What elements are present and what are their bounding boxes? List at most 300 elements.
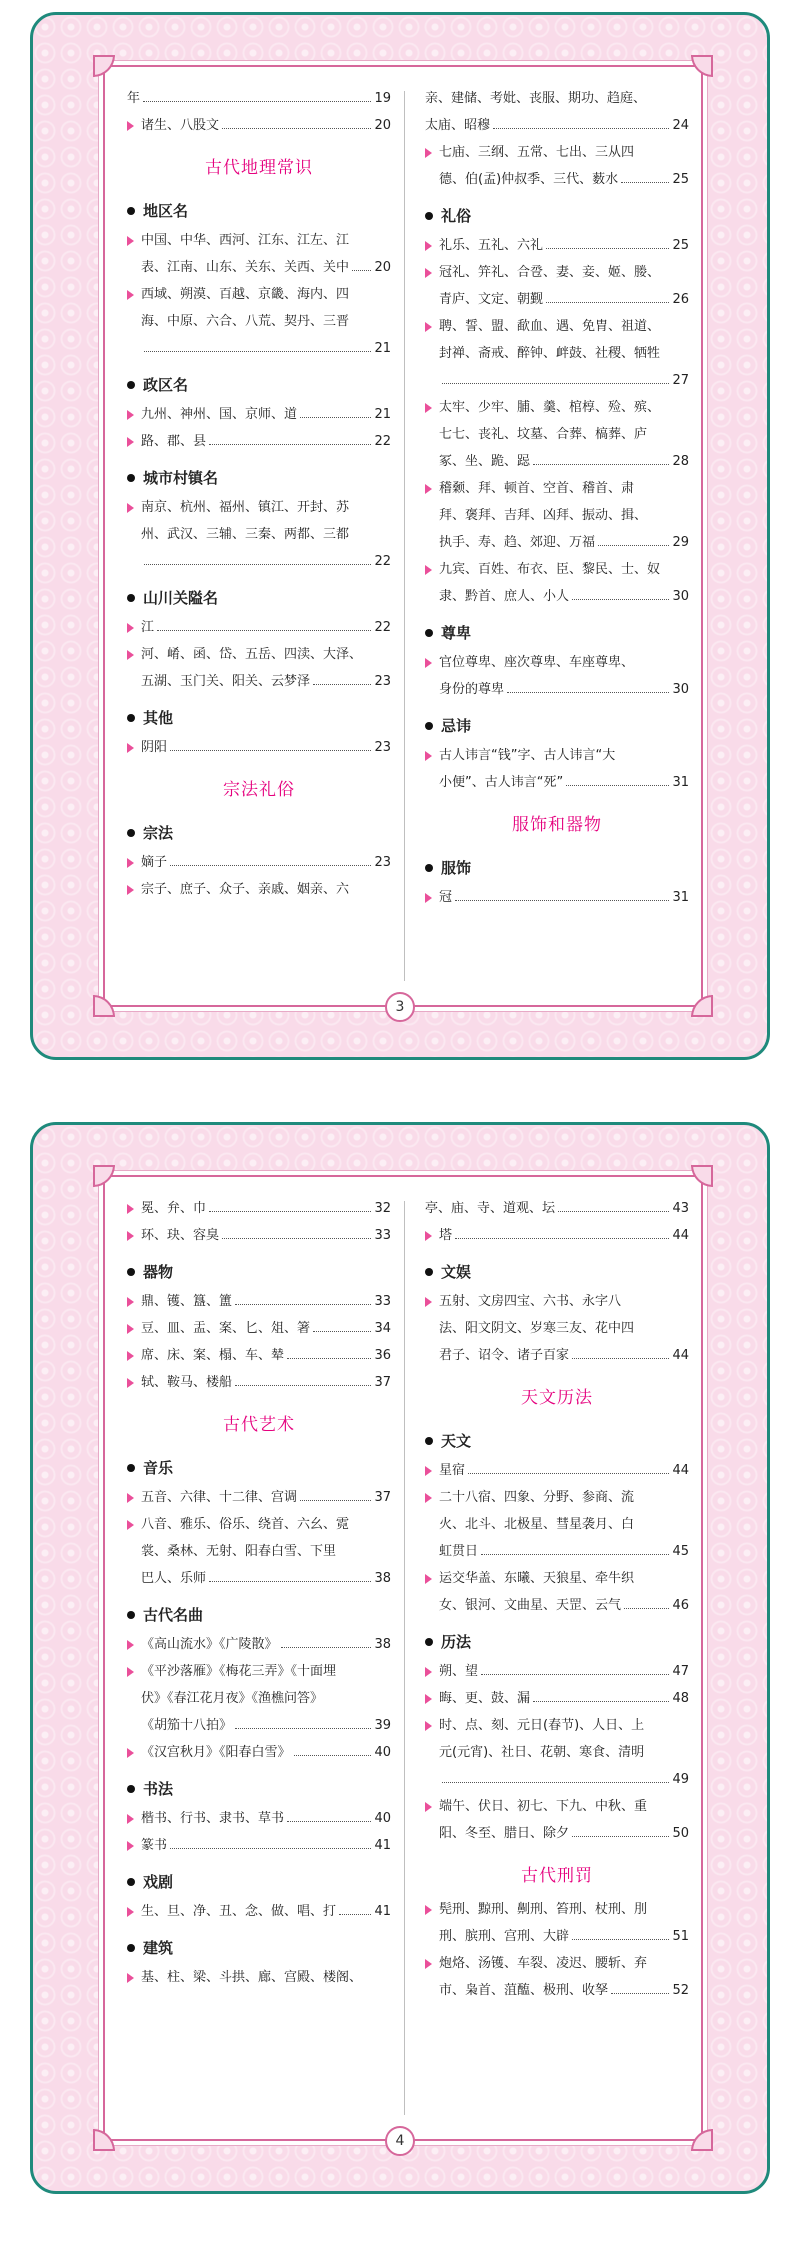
triangle-bullet-icon bbox=[127, 1297, 134, 1307]
section-heading: 古代地理常识 bbox=[205, 158, 313, 178]
entry-text: 稽颡、拜、顿首、空首、稽首、肃 bbox=[439, 481, 635, 496]
entry-text: 太庙、昭穆 bbox=[425, 118, 491, 133]
page-ref: 39 bbox=[374, 1718, 391, 1733]
entry-text: 五湖、玉门关、阳关、云梦泽 bbox=[141, 674, 311, 689]
bullet-dot-icon bbox=[425, 1437, 433, 1445]
page-ref: 45 bbox=[672, 1544, 689, 1559]
page-ref: 40 bbox=[374, 1745, 391, 1760]
dot-leader bbox=[558, 1197, 669, 1212]
bullet-dot-icon bbox=[127, 1785, 135, 1793]
entry-text: 巴人、乐师 bbox=[141, 1571, 207, 1586]
toc-entry[interactable] bbox=[425, 394, 689, 475]
page-ref: 23 bbox=[374, 855, 391, 870]
bullet-dot-icon bbox=[127, 1464, 135, 1472]
entry-text: 小便”、古人讳言“死” bbox=[439, 775, 564, 790]
entry-text: 炮烙、汤镬、车裂、凌迟、腰斩、弃 bbox=[439, 1956, 648, 1971]
toc-entry[interactable] bbox=[127, 494, 391, 575]
dot-leader bbox=[235, 1290, 371, 1305]
entry-text: 州、武汉、三辅、三秦、两都、三都 bbox=[141, 527, 350, 542]
entry-text: 古人讳言“钱”字、古人讳言“大 bbox=[439, 748, 616, 763]
entry-text: 《平沙落雁》《梅花三弄》《十面埋 bbox=[141, 1664, 337, 1679]
toc-entry[interactable] bbox=[127, 1484, 391, 1511]
page-ref: 23 bbox=[374, 740, 391, 755]
triangle-bullet-icon bbox=[425, 1493, 432, 1503]
page-ref: 38 bbox=[374, 1637, 391, 1652]
toc-entry[interactable] bbox=[127, 85, 391, 112]
entry-text: 亲、建储、考妣、丧服、期功、趋庭、 bbox=[425, 91, 647, 106]
category-heading bbox=[127, 822, 391, 843]
dot-leader bbox=[533, 1687, 669, 1702]
toc-entry[interactable] bbox=[127, 641, 391, 695]
toc-entry[interactable] bbox=[425, 1288, 689, 1369]
dot-leader bbox=[339, 1900, 371, 1915]
entry-text: 晦、更、鼓、漏 bbox=[439, 1691, 531, 1706]
dot-leader bbox=[313, 670, 371, 685]
dot-leader bbox=[546, 288, 669, 303]
bullet-dot-icon bbox=[127, 1878, 135, 1886]
section-heading: 天文历法 bbox=[521, 1388, 593, 1408]
toc-entry[interactable] bbox=[127, 1288, 391, 1315]
triangle-bullet-icon bbox=[127, 437, 134, 447]
category-heading bbox=[425, 622, 689, 643]
triangle-bullet-icon bbox=[425, 322, 432, 332]
entry-text: 亭、庙、寺、道观、坛 bbox=[425, 1201, 556, 1216]
page-ref: 33 bbox=[374, 1294, 391, 1309]
bullet-dot-icon bbox=[127, 381, 135, 389]
triangle-bullet-icon bbox=[425, 893, 432, 903]
toc-entry[interactable] bbox=[127, 1342, 391, 1369]
entry-text: 运交华盖、东曦、天狼星、牵牛织 bbox=[439, 1571, 635, 1586]
triangle-bullet-icon bbox=[425, 1297, 432, 1307]
triangle-bullet-icon bbox=[127, 1667, 134, 1677]
category-label: 戏剧 bbox=[143, 1873, 174, 1891]
toc-entry[interactable] bbox=[425, 1457, 689, 1484]
dot-leader bbox=[222, 114, 371, 129]
toc-entry[interactable] bbox=[127, 1739, 391, 1766]
toc-entry[interactable] bbox=[425, 884, 689, 911]
toc-entry[interactable] bbox=[425, 1565, 689, 1619]
entry-text: 火、北斗、北极星、彗星袭月、白 bbox=[439, 1517, 635, 1532]
page-ref: 32 bbox=[374, 1201, 391, 1216]
category-heading bbox=[127, 200, 391, 221]
dot-leader bbox=[144, 550, 371, 565]
category-label: 政区名 bbox=[143, 376, 189, 394]
entry-text: 表、江南、山东、关东、关西、关中 bbox=[141, 260, 350, 275]
page-number: 4 bbox=[385, 2126, 415, 2156]
column-divider bbox=[404, 91, 405, 981]
page-ref: 25 bbox=[672, 238, 689, 253]
section-heading: 古代艺术 bbox=[223, 1415, 295, 1435]
entry-text: 元(元宵)、社日、花朝、寒食、清明 bbox=[439, 1745, 645, 1760]
dot-leader bbox=[209, 430, 371, 445]
dot-leader bbox=[442, 369, 669, 384]
dot-leader bbox=[533, 450, 669, 465]
category-label: 宗法 bbox=[143, 824, 174, 842]
page-3 bbox=[30, 12, 770, 1060]
triangle-bullet-icon bbox=[127, 1351, 134, 1361]
triangle-bullet-icon bbox=[425, 751, 432, 761]
toc-entry[interactable] bbox=[127, 1964, 391, 1991]
page-ref: 22 bbox=[374, 554, 391, 569]
category-label: 忌讳 bbox=[441, 717, 472, 735]
category-heading bbox=[127, 467, 391, 488]
page-ref: 21 bbox=[374, 407, 391, 422]
triangle-bullet-icon bbox=[127, 858, 134, 868]
category-heading bbox=[127, 587, 391, 608]
toc-entry[interactable] bbox=[127, 1315, 391, 1342]
toc-entry[interactable] bbox=[425, 1712, 689, 1793]
toc-entry[interactable] bbox=[127, 1369, 391, 1396]
bullet-dot-icon bbox=[127, 474, 135, 482]
category-heading bbox=[425, 1430, 689, 1451]
toc-entry[interactable] bbox=[127, 1898, 391, 1925]
toc-entry[interactable] bbox=[425, 1195, 689, 1222]
page-ref: 25 bbox=[672, 172, 689, 187]
entry-text: 年 bbox=[127, 91, 141, 106]
category-heading bbox=[425, 205, 689, 226]
category-heading bbox=[127, 707, 391, 728]
entry-text: 嫡子 bbox=[141, 855, 168, 870]
toc-entry[interactable] bbox=[127, 876, 391, 903]
page-ref: 30 bbox=[672, 589, 689, 604]
dot-leader bbox=[468, 1459, 669, 1474]
category-heading bbox=[127, 1778, 391, 1799]
triangle-bullet-icon bbox=[127, 1973, 134, 1983]
entry-text: 生、旦、净、丑、念、做、唱、打 bbox=[141, 1904, 337, 1919]
entry-text: 江 bbox=[141, 620, 155, 635]
toc-entry[interactable] bbox=[127, 227, 391, 281]
bullet-dot-icon bbox=[425, 212, 433, 220]
category-heading bbox=[127, 1871, 391, 1892]
entry-text: 隶、黔首、庶人、小人 bbox=[439, 589, 570, 604]
triangle-bullet-icon bbox=[127, 1520, 134, 1530]
triangle-bullet-icon bbox=[127, 1231, 134, 1241]
bullet-dot-icon bbox=[127, 1268, 135, 1276]
category-label: 古代名曲 bbox=[143, 1606, 204, 1624]
page-ref: 27 bbox=[672, 373, 689, 388]
category-heading bbox=[127, 1261, 391, 1282]
dot-leader bbox=[300, 403, 371, 418]
toc-entry[interactable] bbox=[127, 112, 391, 139]
dot-leader bbox=[611, 1979, 669, 1994]
category-label: 历法 bbox=[441, 1633, 472, 1651]
section-heading: 服饰和器物 bbox=[512, 815, 602, 835]
page-ref: 47 bbox=[672, 1664, 689, 1679]
triangle-bullet-icon bbox=[127, 1378, 134, 1388]
triangle-bullet-icon bbox=[127, 1493, 134, 1503]
toc-entry[interactable] bbox=[127, 1832, 391, 1859]
entry-text: 虹贯日 bbox=[439, 1544, 479, 1559]
entry-text: 法、阳文阴文、岁寒三友、花中四 bbox=[439, 1321, 635, 1336]
toc-entry[interactable] bbox=[127, 281, 391, 362]
entry-text: 鼎、镬、簋、簠 bbox=[141, 1294, 233, 1309]
toc-entry[interactable] bbox=[127, 734, 391, 761]
dot-leader bbox=[287, 1807, 371, 1822]
toc-entry[interactable] bbox=[425, 475, 689, 556]
toc-panel bbox=[103, 65, 703, 1007]
entry-text: 五射、文房四宝、六书、永字八 bbox=[439, 1294, 622, 1309]
entry-text: 髡刑、黥刑、劓刑、笞刑、杖刑、刖 bbox=[439, 1902, 648, 1917]
triangle-bullet-icon bbox=[425, 241, 432, 251]
entry-text: 路、郡、县 bbox=[141, 434, 207, 449]
category-label: 建筑 bbox=[143, 1939, 174, 1957]
page-ref: 20 bbox=[374, 260, 391, 275]
triangle-bullet-icon bbox=[425, 658, 432, 668]
toc-entry[interactable] bbox=[127, 1658, 391, 1739]
dot-leader bbox=[222, 1224, 371, 1239]
category-label: 书法 bbox=[143, 1780, 174, 1798]
toc-entry[interactable] bbox=[425, 1222, 689, 1249]
bullet-dot-icon bbox=[425, 722, 433, 730]
category-label: 城市村镇名 bbox=[143, 469, 219, 487]
entry-text: 官位尊卑、座次尊卑、车座尊卑、 bbox=[439, 655, 635, 670]
entry-text: 女、银河、文曲星、天罡、云气 bbox=[439, 1598, 622, 1613]
toc-entry[interactable] bbox=[127, 614, 391, 641]
entry-text: 执手、寿、趋、郊迎、万福 bbox=[439, 535, 596, 550]
entry-text: 拜、褒拜、吉拜、凶拜、振动、揖、 bbox=[439, 508, 648, 523]
triangle-bullet-icon bbox=[425, 1231, 432, 1241]
entry-text: 阴阳 bbox=[141, 740, 168, 755]
dot-leader bbox=[572, 585, 669, 600]
page-ref: 33 bbox=[374, 1228, 391, 1243]
page-ref: 40 bbox=[374, 1811, 391, 1826]
category-label: 器物 bbox=[143, 1263, 174, 1281]
toc-entry[interactable] bbox=[425, 649, 689, 703]
triangle-bullet-icon bbox=[425, 148, 432, 158]
category-heading bbox=[425, 1261, 689, 1282]
entry-text: 南京、杭州、福州、镇江、开封、苏 bbox=[141, 500, 350, 515]
entry-text: 聘、誓、盟、歃血、遇、免胄、祖道、 bbox=[439, 319, 661, 334]
triangle-bullet-icon bbox=[127, 1748, 134, 1758]
toc-entry[interactable] bbox=[425, 1896, 689, 1950]
category-label: 山川关隘名 bbox=[143, 589, 219, 607]
toc-entry[interactable] bbox=[127, 1222, 391, 1249]
dot-leader bbox=[493, 114, 669, 129]
page-ref: 23 bbox=[374, 674, 391, 689]
page-4 bbox=[30, 1122, 770, 2194]
toc-column-left bbox=[127, 1195, 391, 1991]
entry-text: 西域、朔漠、百越、京畿、海内、四 bbox=[141, 287, 350, 302]
entry-text: 朔、望 bbox=[439, 1664, 479, 1679]
section-heading: 古代刑罚 bbox=[521, 1866, 593, 1886]
dot-leader bbox=[481, 1660, 669, 1675]
page-ref: 46 bbox=[672, 1598, 689, 1613]
bullet-dot-icon bbox=[127, 829, 135, 837]
triangle-bullet-icon bbox=[425, 268, 432, 278]
entry-text: 豆、皿、盂、案、匕、俎、箸 bbox=[141, 1321, 311, 1336]
entry-text: 礼乐、五礼、六礼 bbox=[439, 238, 544, 253]
entry-text: 太牢、少牢、脯、羹、棺椁、殓、殡、 bbox=[439, 400, 661, 415]
entry-text: 九宾、百姓、布衣、臣、黎民、士、奴 bbox=[439, 562, 661, 577]
dot-leader bbox=[209, 1567, 371, 1582]
dot-leader bbox=[287, 1344, 371, 1359]
toc-entry[interactable] bbox=[127, 849, 391, 876]
dot-leader bbox=[157, 616, 371, 631]
entry-text: 七庙、三纲、五常、七出、三从四 bbox=[439, 145, 635, 160]
entry-text: 八音、雅乐、俗乐、绕首、六幺、霓 bbox=[141, 1517, 350, 1532]
page-ref: 30 bbox=[672, 682, 689, 697]
toc-entry[interactable] bbox=[425, 1658, 689, 1685]
entry-text: 冕、弁、巾 bbox=[141, 1201, 207, 1216]
entry-text: 《胡笳十八拍》 bbox=[141, 1718, 233, 1733]
page-ref: 44 bbox=[672, 1463, 689, 1478]
dot-leader bbox=[209, 1197, 371, 1212]
bullet-dot-icon bbox=[425, 1268, 433, 1276]
triangle-bullet-icon bbox=[127, 743, 134, 753]
entry-text: 席、床、案、榻、车、辇 bbox=[141, 1348, 285, 1363]
triangle-bullet-icon bbox=[425, 1466, 432, 1476]
dot-leader bbox=[170, 736, 371, 751]
category-label: 地区名 bbox=[143, 202, 189, 220]
toc-entry[interactable] bbox=[425, 1793, 689, 1847]
page-ref: 24 bbox=[672, 118, 689, 133]
page-ref: 21 bbox=[374, 341, 391, 356]
triangle-bullet-icon bbox=[127, 290, 134, 300]
dot-leader bbox=[352, 256, 371, 271]
page-ref: 38 bbox=[374, 1571, 391, 1586]
dot-leader bbox=[624, 1594, 669, 1609]
dot-leader bbox=[313, 1317, 371, 1332]
triangle-bullet-icon bbox=[127, 1204, 134, 1214]
toc-entry[interactable] bbox=[425, 85, 689, 139]
triangle-bullet-icon bbox=[425, 565, 432, 575]
dot-leader bbox=[621, 168, 669, 183]
dot-leader bbox=[572, 1344, 669, 1359]
dot-leader bbox=[235, 1371, 371, 1386]
triangle-bullet-icon bbox=[425, 1802, 432, 1812]
entry-text: 君子、诏令、诸子百家 bbox=[439, 1348, 570, 1363]
toc-entry[interactable] bbox=[127, 1195, 391, 1222]
entry-text: 轼、鞍马、楼船 bbox=[141, 1375, 233, 1390]
dot-leader bbox=[170, 851, 371, 866]
bullet-dot-icon bbox=[127, 1944, 135, 1952]
page-ref: 43 bbox=[672, 1201, 689, 1216]
entry-text: 河、崤、函、岱、五岳、四渎、大泽、 bbox=[141, 647, 363, 662]
triangle-bullet-icon bbox=[127, 650, 134, 660]
entry-text: 九州、神州、国、京师、道 bbox=[141, 407, 298, 422]
dot-leader bbox=[566, 771, 669, 786]
entry-text: 端午、伏日、初七、下九、中秋、重 bbox=[439, 1799, 648, 1814]
category-heading bbox=[127, 1604, 391, 1625]
toc-entry[interactable] bbox=[127, 1631, 391, 1658]
page-ref: 20 bbox=[374, 118, 391, 133]
toc-column-left bbox=[127, 85, 391, 903]
page-ref: 31 bbox=[672, 890, 689, 905]
bullet-dot-icon bbox=[425, 864, 433, 872]
dot-leader bbox=[598, 531, 669, 546]
triangle-bullet-icon bbox=[127, 1814, 134, 1824]
toc-entry[interactable] bbox=[425, 1685, 689, 1712]
entry-text: 环、玦、容臭 bbox=[141, 1228, 220, 1243]
category-heading bbox=[425, 1631, 689, 1652]
page-ref: 44 bbox=[672, 1348, 689, 1363]
dot-leader bbox=[455, 1224, 669, 1239]
toc-entry[interactable] bbox=[425, 259, 689, 313]
toc-entry[interactable] bbox=[127, 401, 391, 428]
toc-entry[interactable] bbox=[425, 232, 689, 259]
dot-leader bbox=[507, 678, 669, 693]
entry-text: 市、枭首、菹醢、极刑、收孥 bbox=[439, 1983, 609, 1998]
page-ref: 44 bbox=[672, 1228, 689, 1243]
triangle-bullet-icon bbox=[425, 1694, 432, 1704]
toc-entry[interactable] bbox=[425, 742, 689, 796]
page-ref: 29 bbox=[672, 535, 689, 550]
entry-text: 二十八宿、四象、分野、参商、流 bbox=[439, 1490, 635, 1505]
page-ref: 34 bbox=[374, 1321, 391, 1336]
dot-leader bbox=[235, 1714, 371, 1729]
triangle-bullet-icon bbox=[425, 1667, 432, 1677]
triangle-bullet-icon bbox=[127, 503, 134, 513]
page-ref: 41 bbox=[374, 1904, 391, 1919]
entry-text: 身份的尊卑 bbox=[439, 682, 505, 697]
entry-text: 篆书 bbox=[141, 1838, 168, 1853]
bullet-dot-icon bbox=[127, 594, 135, 602]
dot-leader bbox=[144, 337, 371, 352]
category-label: 服饰 bbox=[441, 859, 472, 877]
category-label: 文娱 bbox=[441, 1263, 472, 1281]
bullet-dot-icon bbox=[127, 207, 135, 215]
triangle-bullet-icon bbox=[127, 1907, 134, 1917]
category-heading bbox=[127, 1457, 391, 1478]
toc-entry[interactable] bbox=[127, 1511, 391, 1592]
triangle-bullet-icon bbox=[127, 410, 134, 420]
toc-entry[interactable] bbox=[425, 313, 689, 394]
category-label: 其他 bbox=[143, 709, 174, 727]
toc-entry[interactable] bbox=[425, 556, 689, 610]
category-label: 礼俗 bbox=[441, 207, 472, 225]
toc-entry[interactable] bbox=[425, 139, 689, 193]
entry-text: 青庐、文定、朝觐 bbox=[439, 292, 544, 307]
toc-entry[interactable] bbox=[425, 1950, 689, 2004]
toc-entry[interactable] bbox=[127, 428, 391, 455]
triangle-bullet-icon bbox=[127, 885, 134, 895]
page-ref: 36 bbox=[374, 1348, 391, 1363]
entry-text: 伏》《春江花月夜》《渔樵问答》 bbox=[141, 1691, 324, 1706]
triangle-bullet-icon bbox=[425, 484, 432, 494]
dot-leader bbox=[281, 1633, 372, 1648]
entry-text: 《汉宫秋月》《阳春白雪》 bbox=[141, 1745, 291, 1760]
page-ref: 51 bbox=[672, 1929, 689, 1944]
category-label: 音乐 bbox=[143, 1459, 174, 1477]
entry-text: 基、柱、梁、斗拱、廊、宫殿、楼阁、 bbox=[141, 1970, 363, 1985]
page-ref: 26 bbox=[672, 292, 689, 307]
entry-text: 塔 bbox=[439, 1228, 453, 1243]
triangle-bullet-icon bbox=[127, 236, 134, 246]
toc-panel bbox=[103, 1175, 703, 2141]
entry-text: 封禅、斋戒、醉钟、衅鼓、社稷、牺牲 bbox=[439, 346, 661, 361]
entry-text: 刑、膑刑、宫刑、大辟 bbox=[439, 1929, 570, 1944]
category-label: 天文 bbox=[441, 1432, 472, 1450]
triangle-bullet-icon bbox=[127, 1324, 134, 1334]
column-divider bbox=[404, 1201, 405, 2115]
toc-column-right bbox=[425, 1195, 689, 2004]
entry-text: 宗子、庶子、众子、亲戚、姻亲、六 bbox=[141, 882, 350, 897]
toc-entry[interactable] bbox=[425, 1484, 689, 1565]
dot-leader bbox=[294, 1741, 372, 1756]
page-ref: 22 bbox=[374, 620, 391, 635]
entry-text: 七七、丧礼、坟墓、合葬、槁葬、庐 bbox=[439, 427, 648, 442]
page-ref: 48 bbox=[672, 1691, 689, 1706]
entry-text: 冢、坐、跪、跽 bbox=[439, 454, 531, 469]
page-number: 3 bbox=[385, 992, 415, 1022]
category-heading bbox=[127, 374, 391, 395]
category-heading bbox=[425, 715, 689, 736]
dot-leader bbox=[442, 1768, 669, 1783]
entry-text: 五音、六律、十二律、宫调 bbox=[141, 1490, 298, 1505]
toc-entry[interactable] bbox=[127, 1805, 391, 1832]
bullet-dot-icon bbox=[127, 1611, 135, 1619]
dot-leader bbox=[300, 1486, 371, 1501]
